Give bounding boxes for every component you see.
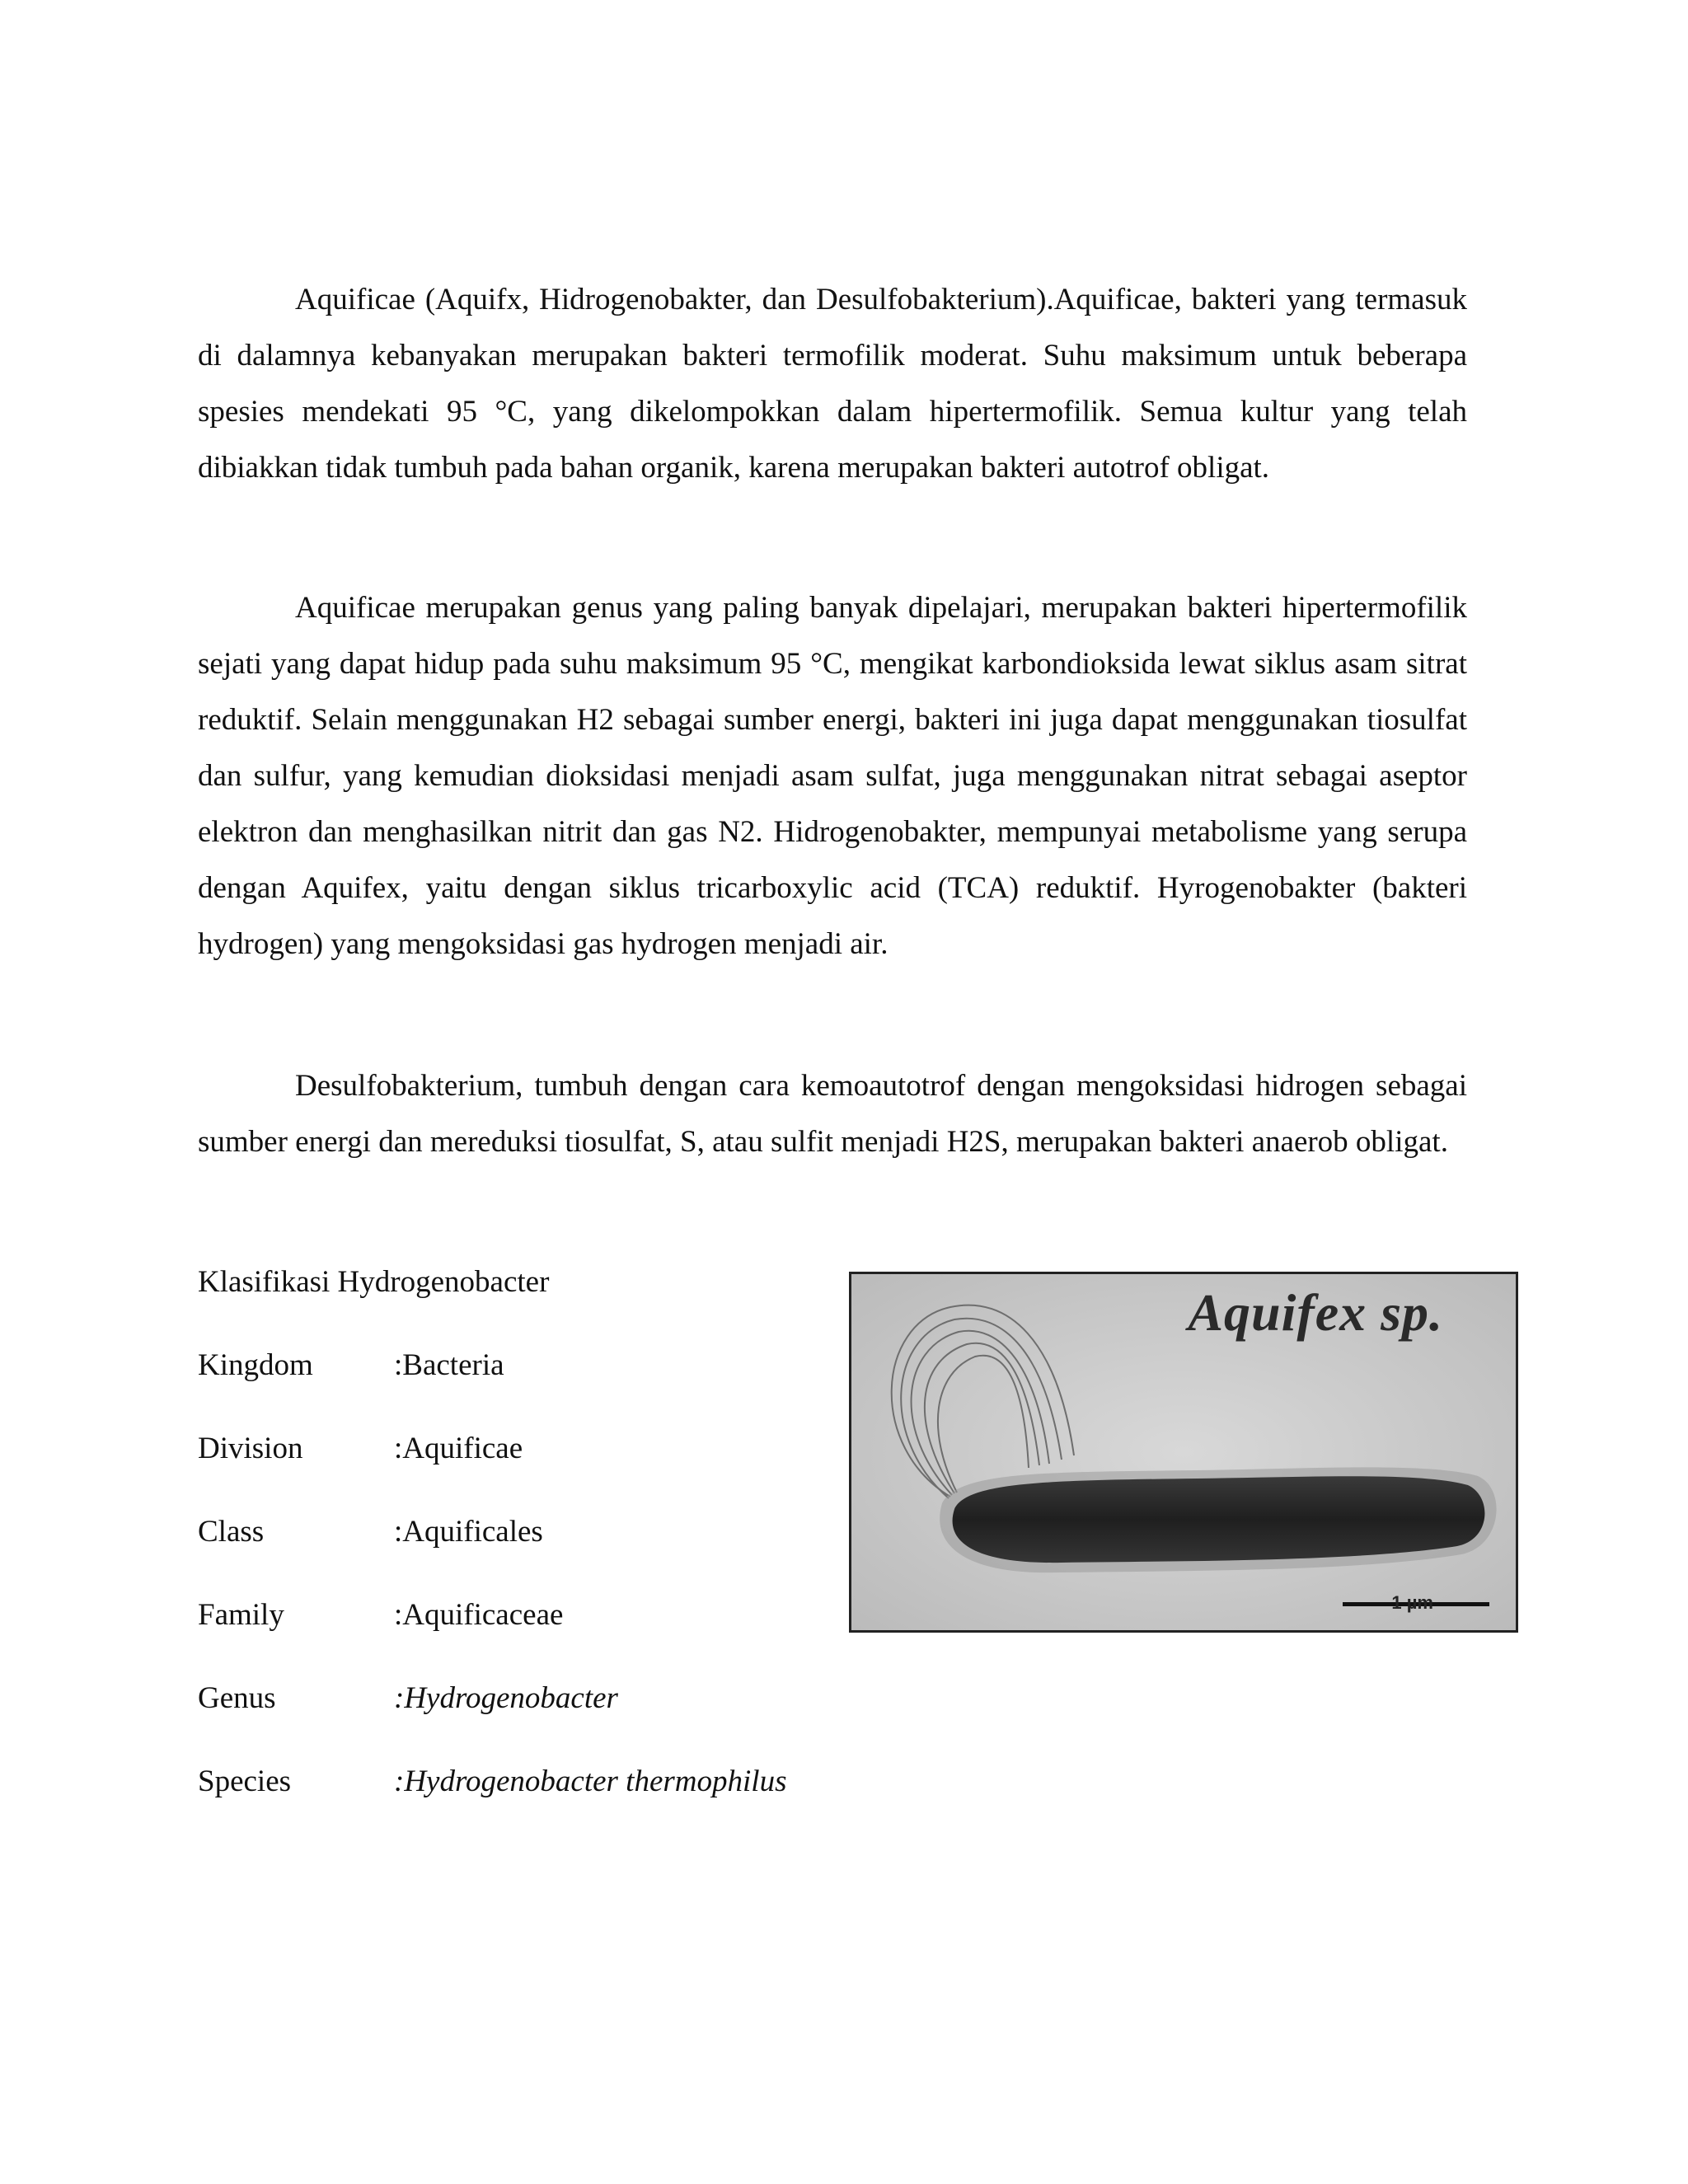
- classification-value: :Aquificae: [394, 1432, 523, 1465]
- classification-key: Species: [198, 1765, 292, 1798]
- classification-row-genus: [198, 1671, 857, 1754]
- classification-key: Family: [198, 1598, 284, 1632]
- paragraph-3: Desulfobakterium, tumbuh dengan cara kemoautotrof dengan mengoksidasi hidrogen sebagai sumber energi dan mereduksi tiosulfat, S, atau sulfit menjadi H2S, merupakan bakteri anaerob obligat.: [198, 1069, 1467, 1159]
- classification-row-kingdom: [198, 1338, 857, 1421]
- classification-row-species: [198, 1754, 857, 1837]
- classification-key: Kingdom: [198, 1348, 313, 1382]
- classification-row-family: [198, 1587, 857, 1671]
- classification-value: :Hydrogenobacter: [394, 1681, 618, 1715]
- micrograph-figure: [849, 1272, 1518, 1633]
- classification-key: Class: [198, 1515, 265, 1549]
- classification-value: :Aquificales: [394, 1515, 543, 1549]
- classification-title: Klasifikasi Hydrogenobacter: [198, 1265, 550, 1299]
- figure-label: Aquifex sp.: [1188, 1283, 1443, 1342]
- classification-value: :Bacteria: [394, 1348, 504, 1382]
- classification-row-division: [198, 1421, 857, 1504]
- classification-value: :Aquificaceae: [394, 1598, 564, 1632]
- scale-bar-label: 1 µm: [1391, 1592, 1433, 1613]
- classification-key: Genus: [198, 1681, 276, 1715]
- classification-key: Division: [198, 1432, 303, 1465]
- classification-list: [198, 1254, 857, 1837]
- classification-value: :Hydrogenobacter thermophilus: [394, 1765, 787, 1798]
- paragraph-2: Aquificae merupakan genus yang paling banyak dipelajari, merupakan bakteri hipertermofilik sejati yang dapat hidup pada suhu maksimum 95 °C, mengikat karbondioksida lewat siklus asam sitrat reduktif. Selain menggunakan H2 sebagai sumber energi, bakteri ini juga dapat menggunakan tiosulfat dan sulfur, yang kemudian dioksidasi menjadi asam sulfat, juga menggunakan nitrat sebagai aseptor elektron dan menghasilkan nitrit dan gas N2. Hidrogenobakter, mempunyai metabolisme yang serupa dengan Aquifex, yaitu dengan siklus tricarboxylic acid (TCA) reduktif. Hyrogenobakter (bakteri hydrogen) yang mengoksidasi gas hydrogen menjadi air.: [198, 591, 1467, 961]
- paragraph-1: Aquificae (Aquifx, Hidrogenobakter, dan Desulfobakterium).Aquificae, bakteri yang termasuk di dalamnya kebanyakan merupakan bakteri termofilik moderat. Suhu maksimum untuk beberapa spesies mendekati 95 °C, yang dikelompokkan dalam hipertermofilik. Semua kultur yang telah dibiakkan tidak tumbuh pada bahan organik, karena merupakan bakteri autotrof obligat.: [198, 283, 1467, 485]
- classification-row-class: [198, 1504, 857, 1587]
